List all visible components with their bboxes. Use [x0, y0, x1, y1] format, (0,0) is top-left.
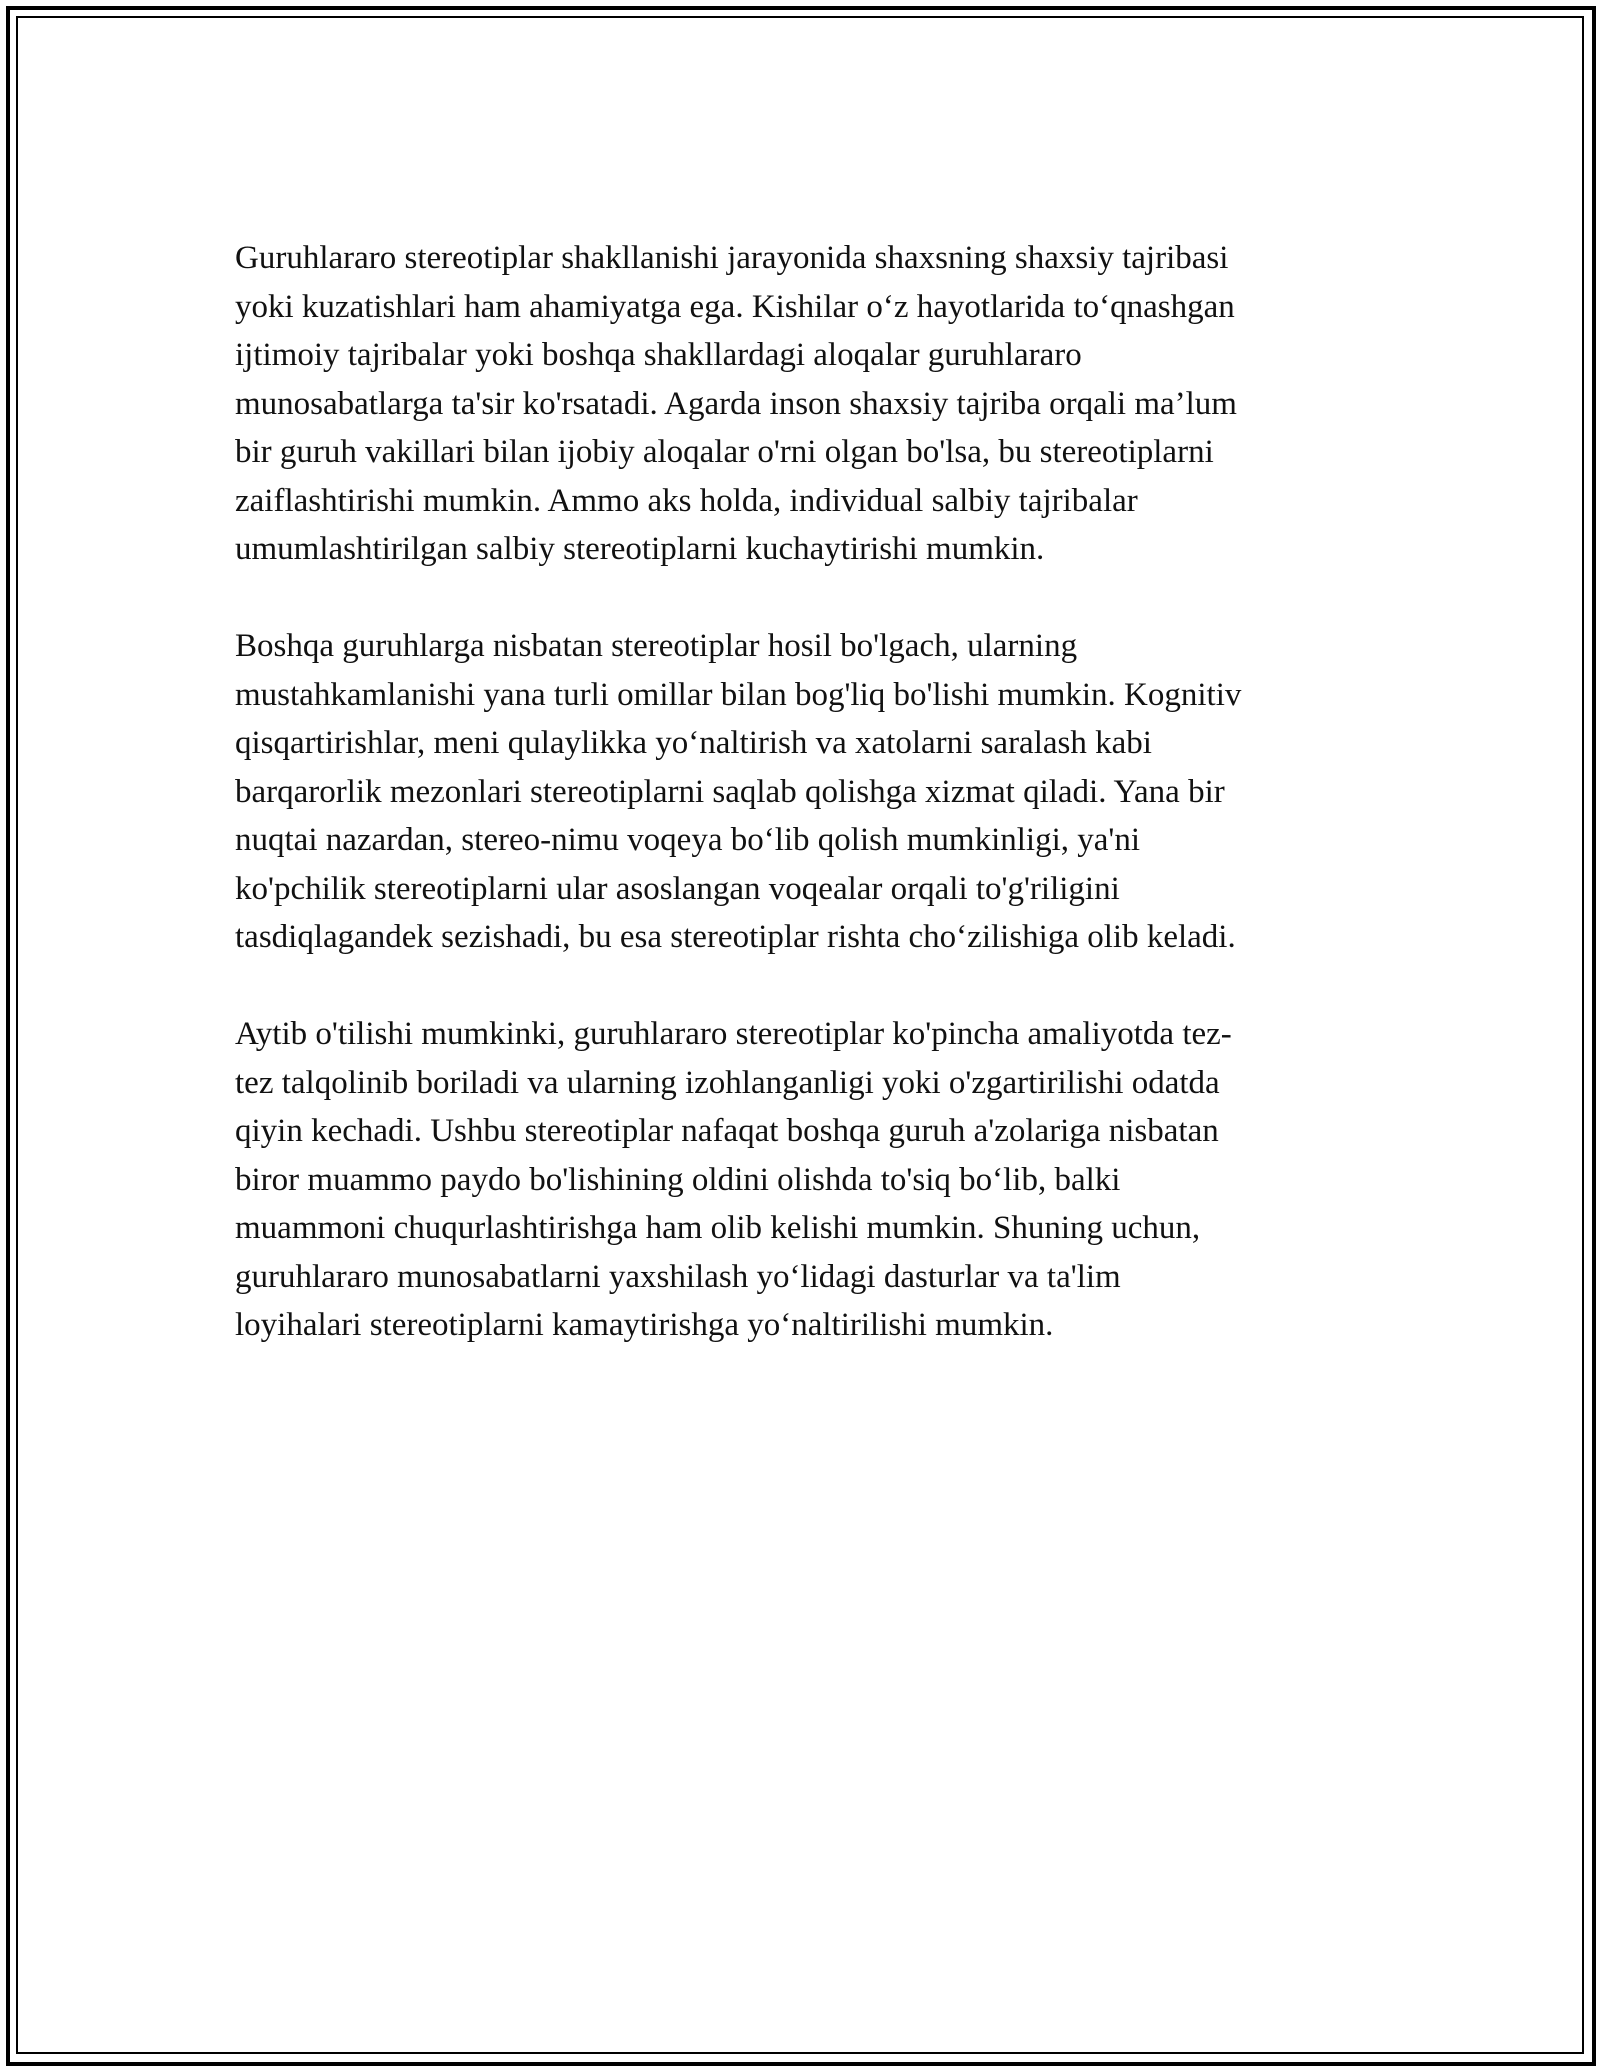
document-body: [235, 234, 1365, 1398]
paragraph-1: Guruhlararo stereotiplar shakllanishi jarayonida shaxsning shaxsiy tajribasi yoki kuzatishlari ham ahamiyatga ega. Kishilar o‘z hayotlarida to‘qnashgan ijtimoiy tajribalar yoki boshqa shakllardagi aloqalar guruhlararo munosabatlarga ta'sir ko'rsatadi. Agarda inson shaxsiy tajriba orqali ma’lum bir guruh vakillari bilan ijobiy aloqalar o'rni olgan bo'lsa, bu stereotiplarni zaiflashtirishi mumkin. Ammo aks holda, individual salbiy tajribalar umumlashtirilgan salbiy stereotiplarni kuchaytirishi mumkin.: [235, 240, 1237, 567]
paragraph-2: Boshqa guruhlarga nisbatan stereotiplar hosil bo'lgach, ularning mustahkamlanishi yana turli omillar bilan bog'liq bo'lishi mumkin. Kognitiv qisqartirishlar, meni qulaylikka yo‘naltirish va xatolarni saralash kabi barqarorlik mezonlari stereotiplarni saqlab qolishga xizmat qiladi. Yana bir nuqtai nazardan, stereo-nimu voqeya bo‘lib qolish mumkinligi, ya'ni ko'pchilik stereotiplarni ular asoslangan voqealar orqali to'g'riligini tasdiqlagandek sezishadi, bu esa stereotiplar rishta cho‘zilishiga olib keladi.: [235, 628, 1242, 955]
paragraph-3: Aytib o'tilishi mumkinki, guruhlararo stereotiplar ko'pincha amaliyotda tez- tez talqolinib boriladi va ularning izohlanganligi yoki o'zgartirilishi odatda qiyin kechadi. Ushbu stereotiplar nafaqat boshqa guruh a'zolariga nisbatan biror muammo paydo bo'lishining oldini olishda to'siq bo‘lib, balki muammoni chuqurlashtirishga ham olib kelishi mumkin. Shuning uchun, guruhlararo munosabatlarni yaxshilash yo‘lidagi dasturlar va ta'lim loyihalari stereotiplarni kamaytirishga yo‘naltirilishi mumkin.: [235, 1016, 1232, 1343]
